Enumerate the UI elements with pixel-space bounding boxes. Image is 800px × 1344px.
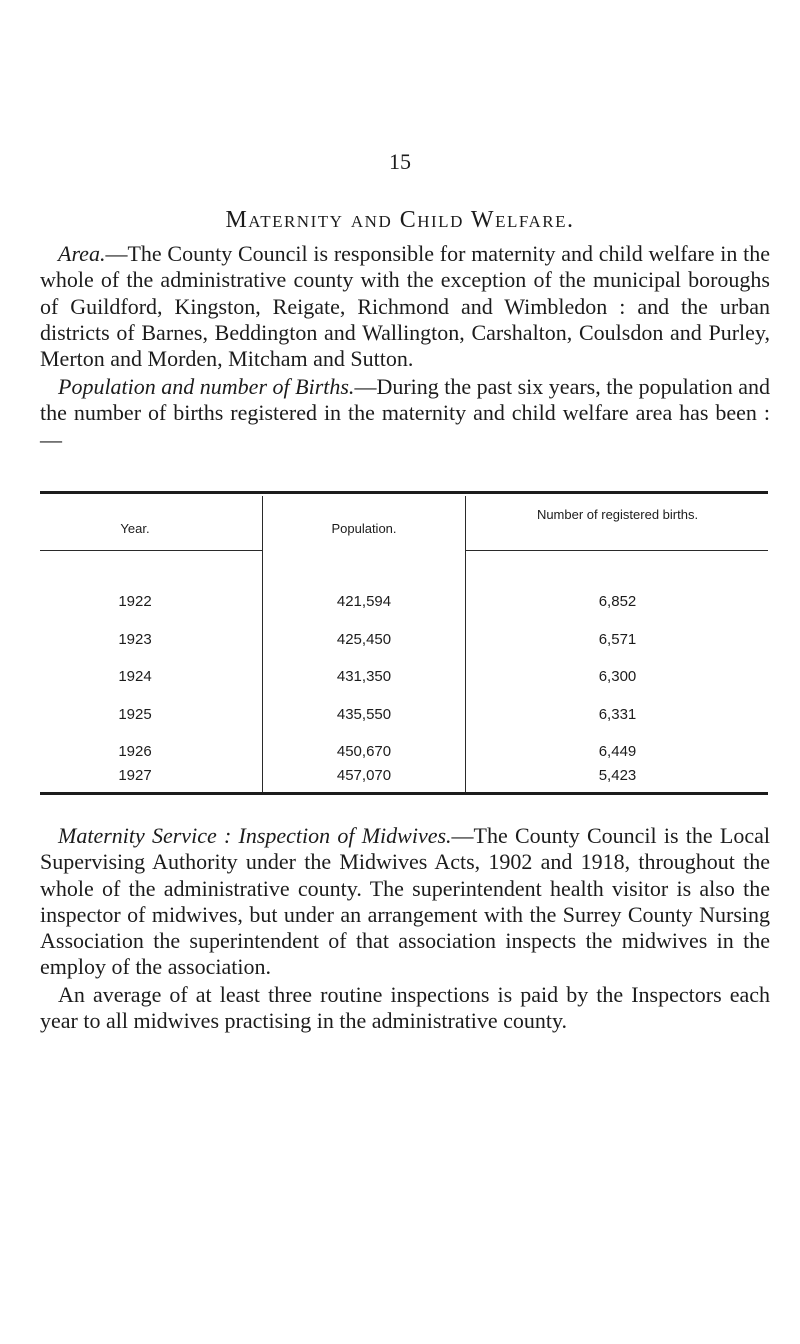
cell-population: 435,550 bbox=[336, 706, 392, 723]
page-number: 15 bbox=[389, 149, 411, 174]
births-table bbox=[40, 491, 768, 796]
table-column-divider bbox=[262, 496, 263, 792]
cell-year: 1924 bbox=[118, 668, 152, 685]
cell-year: 1926 bbox=[118, 743, 152, 760]
cell-population: 421,594 bbox=[336, 593, 392, 610]
table-header-rule bbox=[40, 550, 262, 551]
cell-population: 457,070 bbox=[336, 767, 392, 784]
area-text: —The County Council is responsible for maternity and child welfare in the whole of the administrative county with the exception of the municipal boroughs of Guildford, Kingston, Reigate, Richmond and Wimbledon : and the urban districts of Barnes, Beddington and Wallington, Carshalton, Coulsdon and Purley, Merton and Morden, Mitcham and Sutton. bbox=[40, 241, 770, 372]
cell-births: 6,852 bbox=[598, 593, 637, 610]
maternity-service-heading: Maternity Service : Inspection of Midwives. bbox=[58, 823, 452, 848]
population-paragraph bbox=[40, 374, 770, 453]
table-column-divider bbox=[465, 496, 466, 792]
cell-population: 425,450 bbox=[336, 631, 392, 648]
area-paragraph bbox=[40, 241, 770, 372]
cell-year: 1922 bbox=[118, 593, 152, 610]
maternity-service-text: —The County Council is the Local Supervising Authority under the Midwives Acts, 1902 and 1918, throughout the whole of the administrative county. The superintendent health visitor is also the inspector of midwives, but under an arrangement with the Surrey County Nursing Association the superintendent of that association inspects the midwives in the employ of the association. bbox=[40, 823, 770, 980]
population-heading: Population and number of Births. bbox=[58, 374, 355, 399]
cell-births: 6,449 bbox=[598, 743, 637, 760]
table-top-rule bbox=[40, 491, 768, 494]
cell-population: 431,350 bbox=[336, 668, 392, 685]
cell-births: 6,331 bbox=[598, 706, 637, 723]
cell-year: 1927 bbox=[118, 767, 152, 784]
average-inspections-text: An average of at least three routine inspections is paid by the Inspectors each year to all midwives practising in the administrative county. bbox=[40, 982, 770, 1034]
cell-births: 6,300 bbox=[598, 668, 637, 685]
header-births: Number of registered births. bbox=[536, 507, 699, 522]
cell-year: 1923 bbox=[118, 631, 152, 648]
area-heading: Area. bbox=[58, 241, 106, 266]
maternity-service-paragraph bbox=[40, 823, 770, 981]
cell-births: 5,423 bbox=[598, 767, 637, 784]
header-population: Population. bbox=[331, 521, 397, 536]
table-bottom-rule bbox=[40, 792, 768, 795]
header-year: Year. bbox=[120, 521, 150, 536]
cell-births: 6,571 bbox=[598, 631, 637, 648]
section-title: Maternity and Child Welfare. bbox=[225, 207, 575, 233]
average-inspections-paragraph bbox=[40, 982, 770, 1035]
table-header-rule bbox=[465, 550, 768, 551]
cell-population: 450,670 bbox=[336, 743, 392, 760]
population-text: —During the past six years, the population and the number of births registered in the maternity and child welfare area has been : — bbox=[40, 374, 770, 452]
cell-year: 1925 bbox=[118, 706, 152, 723]
